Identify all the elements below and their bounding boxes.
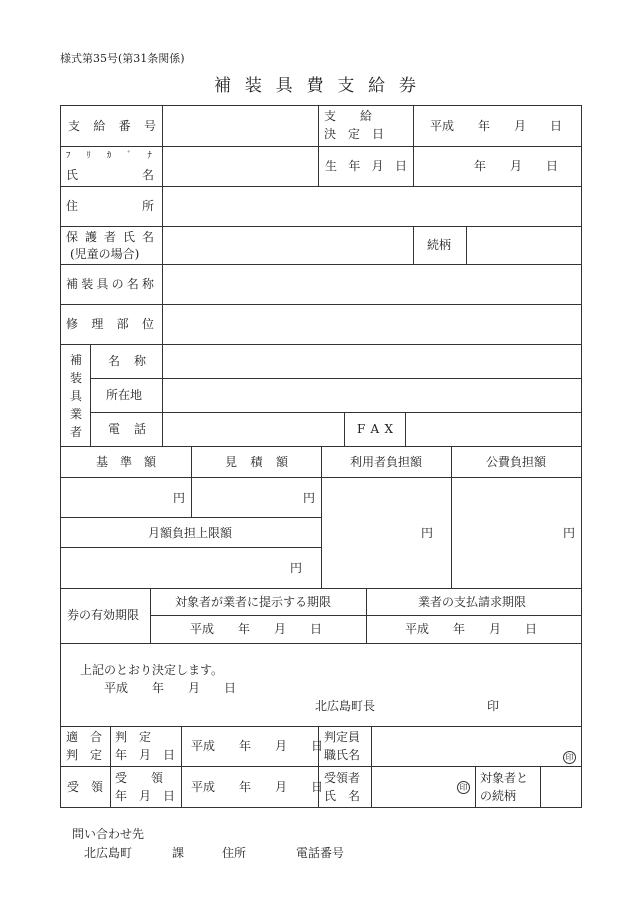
contact-ka: 課 <box>172 846 185 860</box>
glyph: 補 <box>66 277 79 291</box>
seikyu-kigen-date[interactable]: 平成 年 月 日 <box>405 622 538 636</box>
label-shuri-bui <box>66 318 154 330</box>
glyph: 補 <box>214 76 231 96</box>
label-hanteiin-2: 職氏名 <box>324 748 361 762</box>
glyph: 保 <box>66 230 79 244</box>
input-gyosha-denwa[interactable] <box>164 414 343 445</box>
glyph: X <box>384 422 393 436</box>
page-title <box>214 78 416 95</box>
glyph: 定 <box>89 748 102 762</box>
glyph: 装 <box>81 277 94 291</box>
glyph: 判 <box>66 748 79 762</box>
label-mitsumorigaku <box>225 456 288 468</box>
kettei-date[interactable]: 平成 年 月 日 <box>104 681 237 695</box>
label-taishosha-1: 対象者と <box>480 771 529 785</box>
label-shikyu-kettei-1: 支 給 <box>324 109 373 123</box>
label-shikyu-bango <box>68 120 156 132</box>
glyph: 名 <box>126 277 139 291</box>
label-kohi-futan: 公費負担額 <box>486 455 547 469</box>
glyph: 名 <box>141 168 154 182</box>
input-hogosha[interactable] <box>164 228 412 263</box>
glyph: 月 <box>138 789 151 803</box>
label-yuko-kigen: 券の有効期限 <box>67 608 140 622</box>
glyph: 氏 <box>66 168 79 182</box>
glyph: ﾘ <box>86 151 91 161</box>
mitsumorigaku-yen[interactable]: 円 <box>303 491 316 505</box>
glyph: 合 <box>89 730 102 744</box>
label-juryosha-1: 受領者 <box>324 771 361 785</box>
input-zokugara[interactable] <box>468 228 580 263</box>
glyph: 年 <box>115 789 128 803</box>
label-chocho: 北広島町長 <box>315 699 376 713</box>
glyph: 日 <box>394 159 407 173</box>
glyph: 積 <box>250 455 263 469</box>
glyph: 名 <box>108 354 121 368</box>
input-jusho[interactable] <box>164 188 580 225</box>
label-fax <box>357 423 393 435</box>
label-hogosha-note: (児童の場合) <box>70 247 140 261</box>
label-kijungaku <box>96 456 156 468</box>
glyph: 支 <box>337 76 355 96</box>
glyph: 称 <box>133 354 146 368</box>
glyph: 話 <box>133 422 146 436</box>
glyph: 日 <box>162 789 175 803</box>
input-juryosha[interactable] <box>373 768 457 806</box>
label-gyosha-shozaichi: 所在地 <box>106 388 143 402</box>
glyph: 位 <box>141 317 154 331</box>
glyph: 準 <box>119 455 132 469</box>
label-shikyu-kettei-2: 決 定 日 <box>324 127 385 141</box>
input-taishosha-zokugara[interactable] <box>542 768 580 806</box>
glyph: 見 <box>225 455 238 469</box>
glyph: F <box>357 422 366 436</box>
label-furigana <box>66 152 152 161</box>
chocho-in: 印 <box>487 699 500 713</box>
label-zokugara: 続柄 <box>427 238 452 252</box>
glyph: 受 <box>67 780 80 794</box>
seinengappi-date[interactable]: 年 月 日 <box>474 159 559 173</box>
label-gyosha-meisho <box>108 355 146 367</box>
label-juryosha-2: 氏 名 <box>324 789 361 803</box>
glyph: 年 <box>115 748 128 762</box>
label-juryo <box>67 781 103 793</box>
label-juryo-ymd-2 <box>115 790 175 802</box>
glyph: 者 <box>69 425 82 439</box>
glyph: 称 <box>141 277 154 291</box>
label-gyosha-vertical <box>69 351 83 441</box>
input-shimei[interactable] <box>164 148 317 185</box>
label-seinengappi <box>325 160 407 172</box>
glyph: 費 <box>306 76 324 96</box>
kettei-statement: 上記のとおり決定します。 <box>80 663 224 677</box>
glyph: 住 <box>66 199 79 213</box>
label-hantei-ymd-2 <box>115 749 175 761</box>
glyph: 具 <box>69 389 82 403</box>
glyph: ｶ <box>106 151 112 161</box>
glyph: 日 <box>162 748 175 762</box>
glyph: 装 <box>69 371 82 385</box>
input-fax[interactable] <box>407 414 580 445</box>
glyph: 電 <box>108 422 121 436</box>
input-shikyu-bango[interactable] <box>164 107 317 145</box>
glyph: 基 <box>96 455 109 469</box>
teiji-kigen-date[interactable]: 平成 年 月 日 <box>190 622 323 636</box>
glyph: 月 <box>371 159 384 173</box>
hantei-date[interactable]: 平成 年 月 日 <box>191 739 324 753</box>
input-hanteiin[interactable] <box>373 728 563 765</box>
juryo-date[interactable]: 平成 年 月 日 <box>191 780 324 794</box>
glyph: 給 <box>368 76 386 96</box>
glyph: 者 <box>103 230 116 244</box>
glyph: 業 <box>69 407 82 421</box>
glyph: 年 <box>348 159 361 173</box>
glyph: 氏 <box>122 230 135 244</box>
glyph: 領 <box>90 780 103 794</box>
contact-town: 北広島町 <box>84 846 133 860</box>
label-tekigo-2 <box>66 749 102 761</box>
label-hantei-ymd-1: 判 定 <box>115 730 152 744</box>
riyosha-futan-yen[interactable]: 円 <box>421 526 434 540</box>
glyph: ﾞ <box>127 151 132 161</box>
glyph: 給 <box>93 119 106 133</box>
label-hanteiin-1: 判定員 <box>324 730 361 744</box>
label-hogosha <box>66 231 154 243</box>
glyph: 号 <box>143 119 156 133</box>
input-gyosha-shozaichi[interactable] <box>164 380 580 411</box>
glyph: 装 <box>244 76 262 96</box>
glyph: ﾅ <box>147 151 152 161</box>
glyph: 額 <box>275 455 288 469</box>
input-hosogu-meisho[interactable] <box>164 266 580 303</box>
juryosha-seal-icon: 印 <box>457 781 470 794</box>
label-juryo-ymd-1: 受 領 <box>115 771 164 785</box>
kohi-futan-yen[interactable]: 円 <box>563 526 576 540</box>
glyph: ﾌ <box>66 151 71 161</box>
input-gyosha-meisho[interactable] <box>164 346 580 377</box>
glyph: 月 <box>138 748 151 762</box>
glyph: 生 <box>325 159 338 173</box>
glyph: A <box>370 422 380 436</box>
glyph: 適 <box>66 730 79 744</box>
glyph: 券 <box>398 76 416 96</box>
getsugaku-jogen-yen[interactable]: 円 <box>290 561 303 575</box>
input-shuri-bui[interactable] <box>164 306 580 343</box>
form-id: 様式第35号(第31条関係) <box>60 52 185 65</box>
label-getsugaku-jogen: 月額負担上限額 <box>148 526 233 540</box>
label-taishosha-2: の続柄 <box>480 789 517 803</box>
glyph: 所 <box>141 199 154 213</box>
glyph: 支 <box>68 119 81 133</box>
glyph: 補 <box>69 353 82 367</box>
glyph: 番 <box>118 119 131 133</box>
glyph: 名 <box>141 230 154 244</box>
contact-heading: 問い合わせ先 <box>72 827 145 841</box>
glyph: 具 <box>96 277 109 291</box>
glyph: 理 <box>91 317 104 331</box>
label-seikyu-kigen: 業者の支払請求期限 <box>418 595 527 609</box>
label-tekigo-1 <box>66 731 102 743</box>
kijungaku-yen[interactable]: 円 <box>173 491 186 505</box>
glyph: 額 <box>143 455 156 469</box>
hanteiin-seal-icon: 印 <box>563 751 576 764</box>
label-riyosha-futan: 利用者負担額 <box>350 455 423 469</box>
glyph: 修 <box>66 317 79 331</box>
glyph: 護 <box>84 230 97 244</box>
shikyu-kettei-date[interactable]: 平成 年 月 日 <box>430 119 563 133</box>
label-hosogu-meisho <box>66 278 154 290</box>
label-gyosha-denwa <box>108 423 146 435</box>
glyph: 部 <box>116 317 129 331</box>
contact-tel: 電話番号 <box>296 846 345 860</box>
contact-jusho: 住所 <box>222 846 247 860</box>
label-jusho <box>66 200 154 212</box>
glyph: の <box>111 277 124 291</box>
label-shimei <box>66 169 154 181</box>
label-teiji-kigen: 対象者が業者に提示する期限 <box>175 595 332 609</box>
glyph: 具 <box>275 76 293 96</box>
